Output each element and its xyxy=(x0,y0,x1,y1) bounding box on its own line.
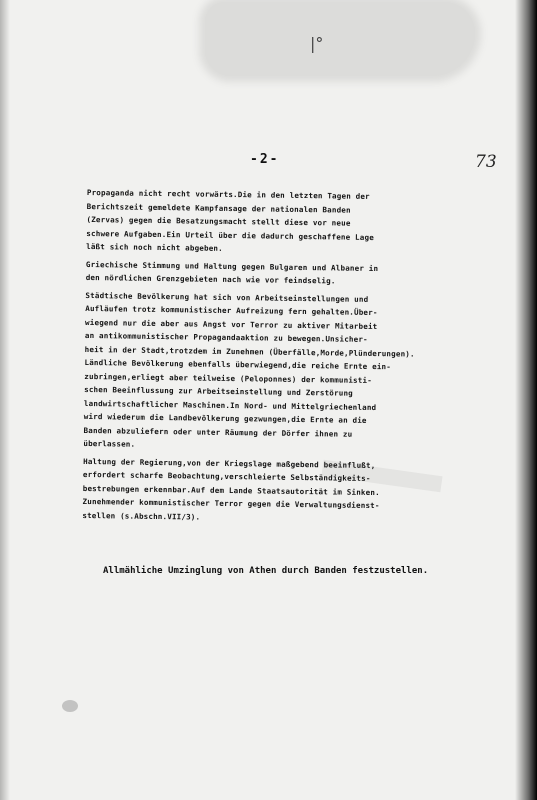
text-line: läßt sich noch nicht abgeben. xyxy=(86,241,223,253)
text-line: schen Beeinflussung zur Arbeitseinstellung und Zerstörung xyxy=(84,384,353,398)
bleed-through-text xyxy=(108,588,488,601)
scan-edge-shadow-right xyxy=(515,0,537,800)
text-line: stellen (s.Abschn.VII/3). xyxy=(82,510,201,522)
text-line: überlassen. xyxy=(83,438,136,449)
text-line: Berichtszeit gemeldete Kampfansage der nationalen Banden xyxy=(86,201,351,215)
text-line: Propaganda nicht recht vorwärts.Die in den letzten Tagen der xyxy=(86,187,370,201)
final-statement: Allmähliche Umzinglung von Athen durch Banden festzustellen. xyxy=(103,566,429,576)
text-line: schwere Aufgaben.Ein Urteil über die dadurch geschaffene Lage xyxy=(86,228,375,242)
scan-edge-shadow-left xyxy=(0,0,10,800)
text-line: bestrebungen erkennbar.Auf dem Lande Staatsautorität im Sinken. xyxy=(82,483,380,497)
paragraph-population xyxy=(83,288,505,456)
report-body xyxy=(82,186,507,532)
text-line: wiegend nur die aber aus Angst vor Terror zu aktiver Mitarbeit xyxy=(85,317,378,331)
text-line: Aufläufen trotz kommunistischer Aufreizung fern gehalten.Über- xyxy=(85,303,378,318)
text-line: (Zervas) gegen die Besatzungsmacht stellt diese vor neue xyxy=(86,214,351,228)
page-number: -2- xyxy=(250,152,280,167)
paper-blot xyxy=(205,2,475,76)
text-line: den nördlichen Grenzgebieten nach wie vor feindselig. xyxy=(85,272,336,286)
ink-smudge xyxy=(62,700,78,712)
text-line: wird wiederum die Landbevölkerung gezwungen,die Ernte an die xyxy=(83,411,367,425)
blot-mark: |° xyxy=(310,34,324,53)
paragraph-greek-attitude xyxy=(86,257,506,290)
folio-number: 73 xyxy=(475,152,497,172)
text-line: Griechische Stimmung und Haltung gegen Bulgaren und Albaner in xyxy=(85,259,379,273)
text-line: an antikommunistischer Propagandaaktion zu bewegen.Unsicher- xyxy=(84,330,368,344)
text-line: Banden abzuliefern oder unter Räumung der Dörfer ihnen zu xyxy=(83,425,353,439)
text-line: zubringen,erliegt aber teilweise (Peloponnes) der kommunisti- xyxy=(84,371,373,385)
paragraph-propaganda xyxy=(86,186,507,259)
text-line: Ländliche Bevölkerung ebenfalls überwiegend,die reiche Ernte ein- xyxy=(84,357,392,372)
text-line: erfordert scharfe Beobachtung,verschleierte Selbständigkeits- xyxy=(82,469,371,483)
text-line: landwirtschaftlicher Maschinen.In Nord- und Mittelgriechenland xyxy=(83,398,377,412)
text-line: heit in der Stadt,trotzdem im Zunehmen (Überfälle,Morde,Plünderungen). xyxy=(84,344,415,359)
text-line: Zunehmender kommunistischer Terror gegen die Verwaltungsdienst- xyxy=(82,496,380,511)
text-line: Städtische Bevölkerung hat sich von Arbeitseinstellungen und xyxy=(85,290,369,304)
text-line: Haltung der Regierung,von der Kriegslage maßgebend beeinflußt, xyxy=(83,456,376,470)
